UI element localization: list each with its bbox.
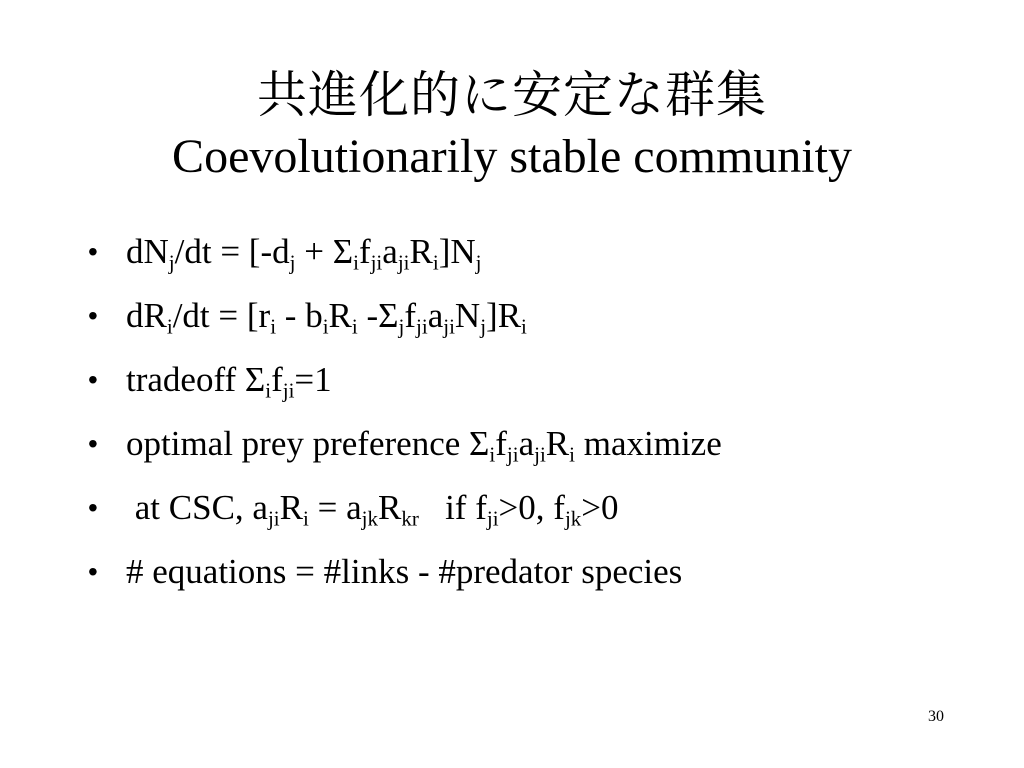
bullet-text: # equations = #links - #predator species bbox=[126, 552, 683, 591]
bullet-list bbox=[88, 232, 722, 616]
bullet-marker: • bbox=[88, 556, 98, 587]
title-english: Coevolutionarily stable community bbox=[172, 130, 852, 183]
title-japanese: 共進化的に安定な群集 bbox=[257, 66, 767, 124]
bullet-item bbox=[88, 424, 722, 467]
bullet-item bbox=[88, 488, 722, 531]
bullet-marker: • bbox=[88, 300, 98, 331]
bullet-marker: • bbox=[88, 236, 98, 267]
bullet-item bbox=[88, 360, 722, 403]
bullet-text: at CSC, $a_{ji}R_i = a_{jk}R_{kr}$ if $f_{ji}>0$, $f_{jk}>0$ bbox=[126, 488, 619, 531]
bullet-item bbox=[88, 296, 722, 339]
bullet-text: tradeoff $\Sigma_if_{ji}=1$ bbox=[126, 360, 332, 403]
bullet-text: optimal prey preference $\Sigma_if_{ji}a_{ji}R_i$ maximize bbox=[126, 424, 722, 467]
bullet-item bbox=[88, 232, 722, 275]
bullet-text: $dR_i/dt = [r_i - b_iR_i$ $-\Sigma_jf_{ji}a_{ji}N_j]R_i$ bbox=[126, 296, 527, 339]
page-number: 30 bbox=[928, 708, 944, 725]
slide-title bbox=[0, 62, 1024, 186]
bullet-marker: • bbox=[88, 428, 98, 459]
bullet-text: $dN_j/dt = [-d_j + \Sigma_if_{ji}a_{ji}R_i]N_j$ bbox=[126, 232, 482, 275]
bullet-marker: • bbox=[88, 492, 98, 523]
bullet-marker: • bbox=[88, 364, 98, 395]
bullet-item bbox=[88, 552, 722, 592]
